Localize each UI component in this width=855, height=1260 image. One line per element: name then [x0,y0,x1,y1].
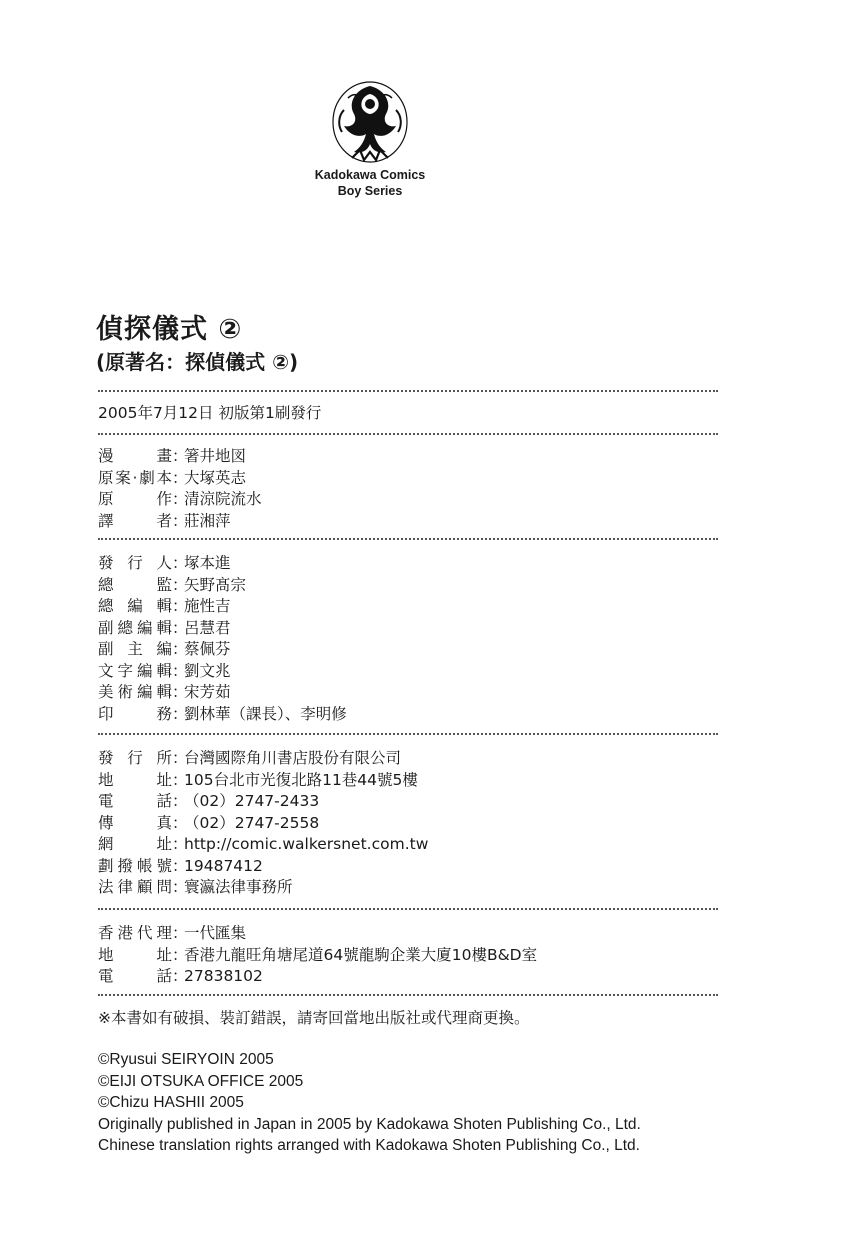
copyright-line: ©Ryusui SEIRYOIN 2005 [98,1051,274,1068]
row-value: 呂慧君 [184,618,231,637]
row-value: 19487412 [184,856,263,875]
credit-row [98,487,738,509]
publisher-row [98,811,738,833]
book-title: 偵探儀式 ② [96,314,243,345]
dotted-divider [98,908,718,910]
staff-row [98,551,738,573]
staff-row [98,680,738,702]
staff-row [98,594,738,616]
row-separator: ： [172,447,188,465]
row-label: 劃撥帳號 [98,856,172,875]
row-label: 電話 [98,792,172,810]
row-separator: ： [172,597,188,615]
publisher-row [98,854,738,876]
row-label: 香港代理 [98,924,172,942]
credit-row [98,444,738,466]
edition-line: 2005年7月12日 初版第1刷發行 [98,404,322,422]
row-separator: ： [172,511,188,530]
row-value: 矢野髙宗 [184,575,247,594]
row-label: 地址 [98,945,172,964]
staff-row [98,702,738,724]
dotted-divider [98,733,718,735]
row-label: 傳真 [98,813,172,832]
row-label: 電話 [98,967,172,985]
credits-list [98,444,738,530]
publisher-list [98,746,738,897]
credit-row [98,466,738,488]
row-value: 大塚英志 [184,468,247,487]
row-separator: ： [172,813,188,832]
row-separator: ： [172,704,188,723]
original-title: (原著名：探偵儀式 ②) [96,350,299,374]
row-value: 莊湘萍 [184,511,231,530]
publisher-row [98,875,738,897]
row-value: （02）2747-2558 [184,813,320,832]
row-value: 清涼院流水 [184,490,262,508]
row-separator: ： [172,878,188,896]
row-separator: ： [172,967,188,985]
row-value: 一代匯集 [184,924,247,942]
row-value: 27838102 [184,967,263,985]
row-separator: ： [172,661,188,680]
row-separator: ： [172,945,188,964]
row-separator: ： [172,770,188,789]
row-separator: ： [172,749,188,767]
logo-text-line1: Kadokawa Comics [314,168,426,182]
row-label: 印務 [98,704,172,723]
dotted-divider [98,538,718,540]
website-url: http://comic.walkersnet.com.tw [184,835,429,853]
row-separator: ： [172,640,188,658]
row-value: 台灣國際角川書店股份有限公司 [184,749,402,767]
row-value: 105台北市光復北路11巷44號5樓 [184,770,418,789]
row-value: 劉文兆 [184,661,231,680]
phoenix-emblem-icon [330,80,410,166]
row-value: 箸井地図 [184,447,247,465]
row-separator: ： [172,683,188,701]
row-label: 發行所 [98,749,172,767]
row-separator: ： [172,490,188,508]
row-label: 地址 [98,770,172,789]
publisher-row [98,789,738,811]
row-separator: ： [172,575,188,594]
publisher-row [98,746,738,768]
row-value: 蔡佩芬 [184,640,231,658]
staff-row [98,616,738,638]
row-label: 譯者 [98,511,172,530]
copyright-line: Originally published in Japan in 2005 by Kadokawa Shoten Publishing Co., Ltd. [98,1115,641,1133]
row-label: 副總編輯 [98,618,172,637]
row-separator: ： [172,856,188,875]
row-label: 文字編輯 [98,661,172,680]
copyright-line: ©EIJI OTSUKA OFFICE 2005 [98,1072,304,1090]
row-label: 發行人 [98,554,172,572]
hongkong-agent-list [98,921,738,986]
row-label: 漫畫 [98,447,172,465]
row-label: 總編輯 [98,597,172,615]
title-block [96,312,716,376]
damage-notice: ※本書如有破損、裝訂錯誤，請寄回當地出版社或代理商更換。 [98,1009,530,1027]
agent-row [98,921,738,943]
row-label: 原作 [98,490,172,508]
row-value: 劉林華（課長）、李明修 [184,704,347,723]
row-value: 宋芳茹 [184,683,231,701]
copyright-block [98,1049,641,1157]
row-separator: ： [172,792,188,810]
row-separator: ： [172,924,188,942]
staff-row [98,573,738,595]
row-value: 香港九龍旺角塘尾道64號龍駒企業大廈10樓B&D室 [184,945,538,964]
dotted-divider [98,390,718,392]
row-label: 法律顧問 [98,878,172,896]
copyright-line: Chinese translation rights arranged with Kadokawa Shoten Publishing Co., Ltd. [98,1137,640,1154]
row-separator: ： [172,468,188,487]
row-value: 寰瀛法律事務所 [184,878,293,896]
credit-row [98,509,738,531]
dotted-divider [98,994,718,996]
publisher-row [98,768,738,790]
row-label: 美術編輯 [98,683,172,701]
staff-row [98,637,738,659]
row-label: 原案‧劇本 [98,468,172,487]
logo-text-line2: Boy Series [337,184,403,198]
row-separator: ： [172,618,188,637]
agent-row [98,943,738,965]
dotted-divider [98,433,718,435]
row-value: 塚本進 [184,554,231,572]
row-separator: ： [172,835,188,853]
row-label: 總監 [98,575,172,594]
row-label: 網址 [98,835,172,853]
agent-row [98,964,738,986]
staff-row [98,659,738,681]
publisher-logo [300,80,440,199]
publisher-row [98,832,738,854]
copyright-line: ©Chizu HASHII 2005 [98,1094,244,1111]
row-label: 副主編 [98,640,172,658]
row-separator: ： [172,554,188,572]
row-value: 施性吉 [184,597,231,615]
staff-list [98,551,738,723]
row-value: （02）2747-2433 [184,792,320,810]
